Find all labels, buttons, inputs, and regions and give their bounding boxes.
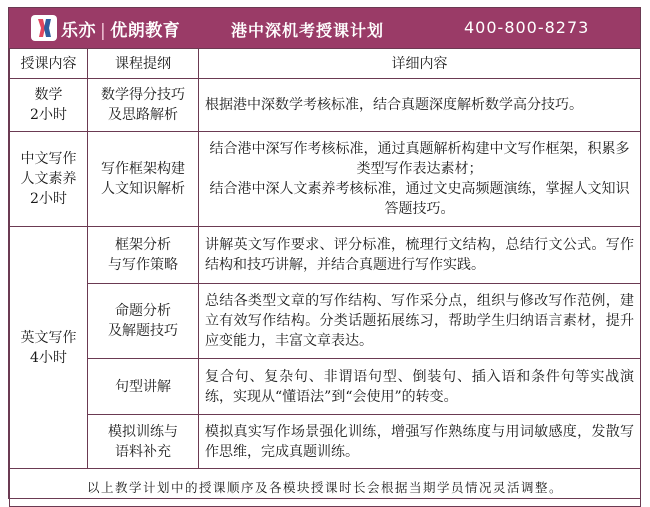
outline-cell: 写作框架构建 人文知识解析 [88,132,199,227]
table-row [10,79,641,132]
subject-cell: 中文写作 人文素养 2小时 [10,132,88,227]
table-row [10,284,641,359]
table-row [10,415,641,469]
footnote: 以上教学计划中的授课顺序及各模块授课时长会根据当期学员情况灵活调整。 [10,469,641,507]
header-detail: 详细内容 [199,49,641,79]
brand-logo-icon [31,15,57,41]
header-subject: 授课内容 [10,49,88,79]
course-plan-card [8,7,641,499]
page-title: 港中深机考授课计划 [231,21,385,40]
subject-cell: 数学 2小时 [10,79,88,132]
table-header-row [10,49,641,79]
course-table [9,48,641,507]
outline-cell: 模拟训练与 语料补充 [88,415,199,469]
detail-cell: 模拟真实写作场景强化训练，增强写作熟练度与用词敏感度，发散写作思维，完成真题训练。 [199,415,641,469]
table-row [10,227,641,284]
outline-cell: 数学得分技巧 及思路解析 [88,79,199,132]
detail-cell: 结合港中深写作考核标准，通过真题解析构建中文写作框架，积累多类型写作表达素材； 结合港中深人文素养考核标准，通过文史高频题演练，掌握人文知识答题技巧。 [199,132,641,227]
header-banner [9,8,640,48]
detail-cell: 总结各类型文章的写作结构、写作采分点，组织与修改写作范例，建立有效写作结构。分类话题拓展练习，帮助学生归纳语言素材，提升应变能力，丰富文章表达。 [199,284,641,359]
table-row [10,359,641,415]
outline-cell: 句型讲解 [88,359,199,415]
table-row [10,132,641,227]
table-note-row [10,469,641,507]
detail-cell: 复合句、复杂句、非谓语句型、倒装句、插入语和条件句等实战演练，实现从“懂语法”到“会使用”的转变。 [199,359,641,415]
subject-cell: 英文写作 4小时 [10,227,88,469]
header-outline: 课程提纲 [88,49,199,79]
outline-cell: 框架分析 与写作策略 [88,227,199,284]
outline-cell: 命题分析 及解题技巧 [88,284,199,359]
detail-cell: 根据港中深数学考核标准，结合真题深度解析数学高分技巧。 [199,79,641,132]
detail-cell: 讲解英文写作要求、评分标准，梳理行文结构，总结行文公式。写作结构和技巧讲解，并结合真题进行写作实践。 [199,227,641,284]
brand-name: 乐亦 | 优朗教育 [61,21,181,41]
phone-number: 400-800-8273 [464,18,590,37]
